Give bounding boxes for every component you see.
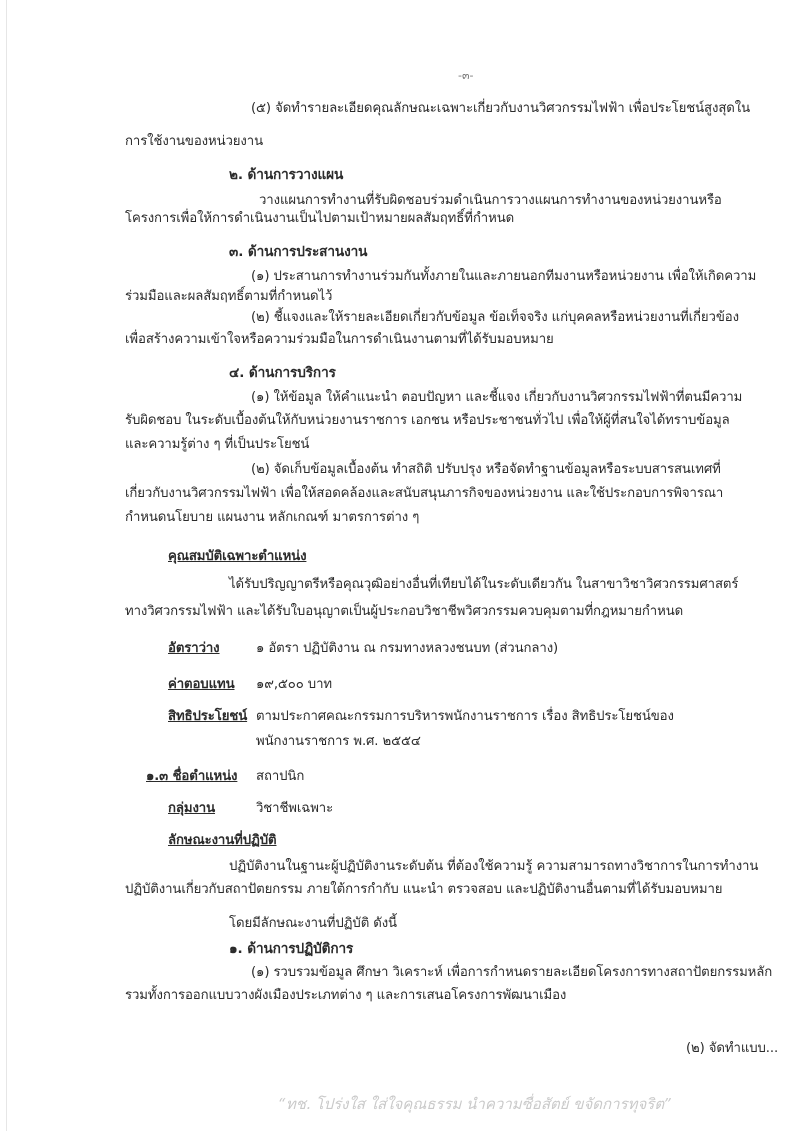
scan-edge-line xyxy=(6,0,7,1131)
service-item1-line2: รับผิดชอบ ในระดับเบื้องต้นให้กับหน่วยงานราชการ เอกชน หรือประชาชนทั่วไป เพื่อให้ผู้ที่สนใจได้ทราบข้อมูล xyxy=(125,413,730,428)
job-nature-line2: ปฏิบัติงานเกี่ยวกับสถาปัตยกรรม ภายใต้การกำกับ แนะนำ ตรวจสอบ และปฏิบัติงานอื่นตามที่ได้รับมอบหมาย xyxy=(125,882,723,897)
footer-slogan: “ทช. โปร่งใส ใส่ใจคุณธรรม นำความซื่อสัตย์ ขจัดการทุจริต” xyxy=(278,1095,672,1113)
salary-value: ๑๙,๕๐๐ บาท xyxy=(256,677,332,692)
operations-item1-line2: รวมทั้งการออกแบบวางผังเมืองประเภทต่าง ๆ และการเสนอโครงการพัฒนาเมือง xyxy=(125,988,567,1003)
qualifications-line1: ได้รับปริญญาตรีหรือคุณวุฒิอย่างอื่นที่เทียบได้ในระดับเดียวกัน ในสาขาวิชาวิศวกรรมศาสตร์ xyxy=(229,577,739,592)
coordination-item1-line2: ร่วมมือและผลสัมฤทธิ์ตามที่กำหนดไว้ xyxy=(125,289,333,304)
position-title-value: สถาปนิก xyxy=(256,769,305,784)
work-group-label: กลุ่มงาน xyxy=(168,801,216,816)
salary-label: ค่าตอบแทน xyxy=(168,677,235,692)
operations-heading: ๑. ด้านการปฏิบัติการ xyxy=(229,941,354,957)
position-title-label: ๑.๓ ชื่อตำแหน่ง xyxy=(146,769,238,784)
service-item2-line1: (๒) จัดเก็บข้อมูลเบื้องต้น ทำสถิติ ปรับปรุง หรือจัดทำฐานข้อมูลหรือระบบสารสนเทศที่ xyxy=(251,462,721,477)
coordination-item2-line2: เพื่อสร้างความเข้าใจหรือความร่วมมือในการดำเนินงานตามที่ได้รับมอบหมาย xyxy=(125,332,554,347)
service-heading: ๔. ด้านการบริการ xyxy=(229,365,336,381)
service-item2-line2: เกี่ยวกับงานวิศวกรรมไฟฟ้า เพื่อให้สอดคล้องและสนับสนุนภารกิจของหน่วยงาน และใช้ประกอบการพิจารณา xyxy=(125,486,724,501)
benefits-line1: ตามประกาศคณะกรรมการบริหารพนักงานราชการ เรื่อง สิทธิประโยชน์ของ xyxy=(256,709,674,724)
coordination-item2-line1: (๒) ชี้แจงและให้รายละเอียดเกี่ยวกับข้อมูล ข้อเท็จจริง แก่บุคคลหรือหน่วยงานที่เกี่ยวข้อง xyxy=(251,310,739,325)
benefits-line2: พนักงานราชการ พ.ศ. ๒๕๕๔ xyxy=(256,734,421,749)
qualifications-heading: คุณสมบัติเฉพาะตำแหน่ง xyxy=(168,549,307,564)
planning-heading: ๒. ด้านการวางแผน xyxy=(229,167,344,183)
planning-line2: โครงการเพื่อให้การดำเนินงานเป็นไปตามเป้าหมายผลสัมฤทธิ์ที่กำหนด xyxy=(125,211,515,226)
vacancy-value: ๑ อัตรา ปฏิบัติงาน ณ กรมทางหลวงชนบท (ส่วนกลาง) xyxy=(256,641,559,656)
coordination-item1-line1: (๑) ประสานการทำงานร่วมกันทั้งภายในและภายนอกทีมงานหรือหน่วยงาน เพื่อให้เกิดความ xyxy=(251,269,757,284)
vacancy-label: อัตราว่าง xyxy=(168,641,220,656)
next-page-hint: (๒) จัดทำแบบ... xyxy=(686,1041,779,1056)
job-nature-line1: ปฏิบัติงานในฐานะผู้ปฏิบัติงานระดับต้น ที่ต้องใช้ความรู้ ความสามารถทางวิชาการในการทำงาน xyxy=(229,859,759,874)
service-item1-line3: และความรู้ต่าง ๆ ที่เป็นประโยชน์ xyxy=(125,437,310,452)
work-group-value: วิชาชีพเฉพาะ xyxy=(256,801,334,816)
job-nature-heading: ลักษณะงานที่ปฏิบัติ xyxy=(168,833,277,848)
service-item2-line3: กำหนดนโยบาย แผนงาน หลักเกณฑ์ มาตรการต่าง ๆ xyxy=(125,510,420,525)
operations-item1-line1: (๑) รวบรวมข้อมูล ศึกษา วิเคราะห์ เพื่อการกำหนดรายละเอียดโครงการทางสถาปัตยกรรมหลัก xyxy=(251,965,773,980)
service-item1-line1: (๑) ให้ข้อมูล ให้คำแนะนำ ตอบปัญหา และชี้แจง เกี่ยวกับงานวิศวกรรมไฟฟ้าที่ตนมีความ xyxy=(251,390,743,405)
qualifications-line2: ทางวิศวกรรมไฟฟ้า และได้รับใบอนุญาตเป็นผู้ประกอบวิชาชีพวิศวกรรมควบคุมตามที่กฎหมายกำหนด xyxy=(125,604,684,619)
page-number: -๓- xyxy=(458,69,474,82)
planning-line1: วางแผนการทำงานที่รับผิดชอบร่วมดำเนินการวางแผนการทำงานของหน่วยงานหรือ xyxy=(259,193,722,208)
coordination-heading: ๓. ด้านการประสานงาน xyxy=(229,244,368,260)
benefits-label: สิทธิประโยชน์ xyxy=(168,709,248,724)
item5-line2: การใช้งานของหน่วยงาน xyxy=(125,134,263,149)
duties-intro: โดยมีลักษณะงานที่ปฏิบัติ ดังนี้ xyxy=(229,916,397,931)
item5-line1: (๕) จัดทำรายละเอียดคุณลักษณะเฉพาะเกี่ยวกับงานวิศวกรรมไฟฟ้า เพื่อประโยชน์สูงสุดใน xyxy=(251,101,751,116)
